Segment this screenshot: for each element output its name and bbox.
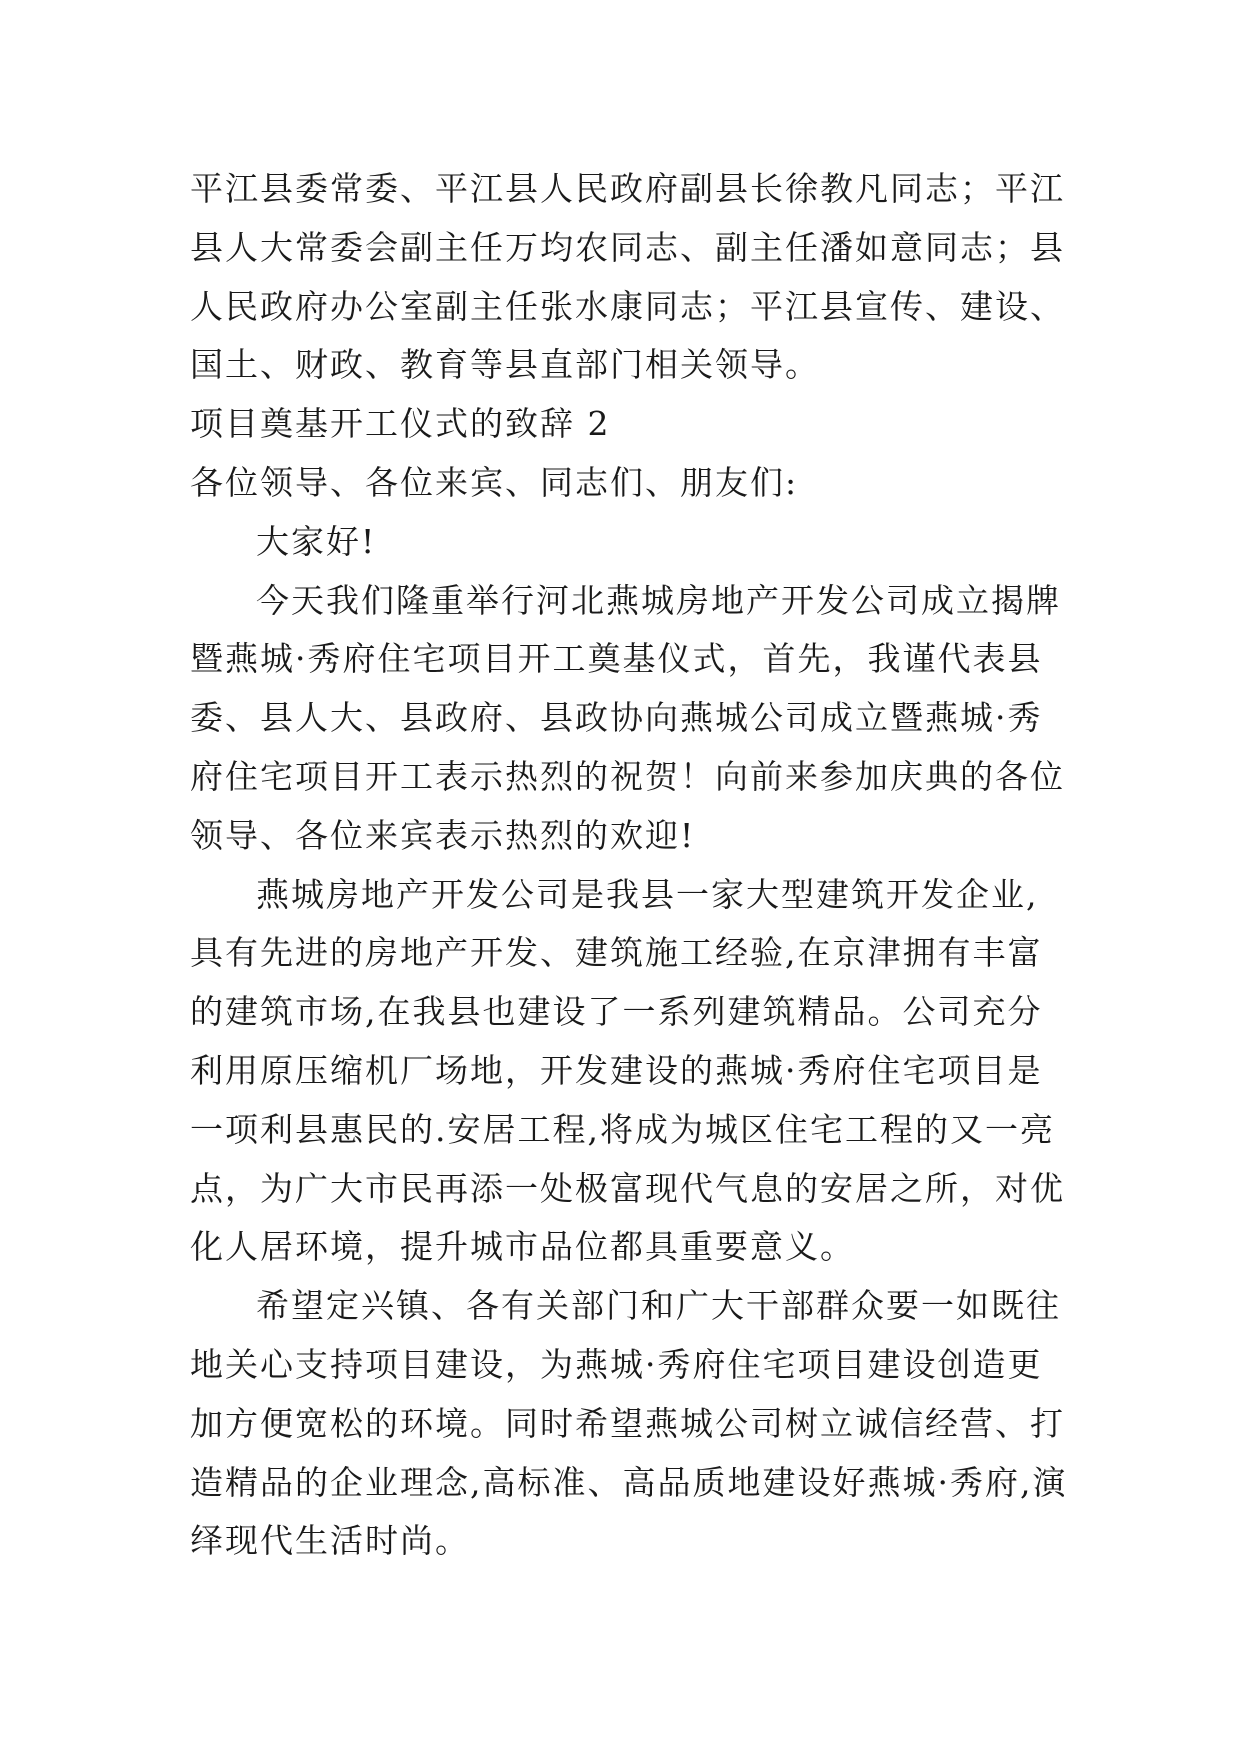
- salutation: 各位领导、各位来宾、同志们、朋友们:: [190, 462, 799, 502]
- body-paragraph-1: 今天我们隆重举行河北燕城房地产开发公司成立揭牌暨燕城·秀府住宅项目开工奠基仪式，首先，我谨代表县委、县人大、县政府、县政协向燕城公司成立暨燕城·秀府住宅项目开工表示热烈的祝贺！向前来参加庆典的各位领导、各位来宾表示热烈的欢迎!: [190, 580, 1065, 855]
- body-paragraph-3: 希望定兴镇、各有关部门和广大干部群众要一如既往地关心支持项目建设，为燕城·秀府住宅项目建设创造更加方便宽松的环境。同时希望燕城公司树立诚信经营、打造精品的企业理念,高标准、高品质地建设好燕城·秀府,演绎现代生活时尚。: [190, 1286, 1068, 1561]
- greeting: 大家好!: [256, 521, 377, 561]
- body-paragraph-2: 燕城房地产开发公司是我县一家大型建筑开发企业,具有先进的房地产开发、建筑施工经验,在京津拥有丰富的建筑市场,在我县也建设了一系列建筑精品。公司充分利用原压缩机厂场地，开发建设的燕城·秀府住宅项目是一项利县惠民的.安居工程,将成为城区住宅工程的又一亮点，为广大市民再添一处极富现代气息的安居之所，对优化人居环境，提升城市品位都具重要意义。: [190, 874, 1065, 1267]
- intro-paragraph: 平江县委常委、平江县人民政府副县长徐教凡同志；平江县人大常委会副主任万均农同志、副主任潘如意同志；县人民政府办公室副主任张水康同志；平江县宣传、建设、国土、财政、教育等县直部门相关领导。: [190, 169, 1065, 385]
- document-body: [190, 160, 1070, 1571]
- section-title: 项目奠基开工仪式的致辞 2: [190, 404, 611, 444]
